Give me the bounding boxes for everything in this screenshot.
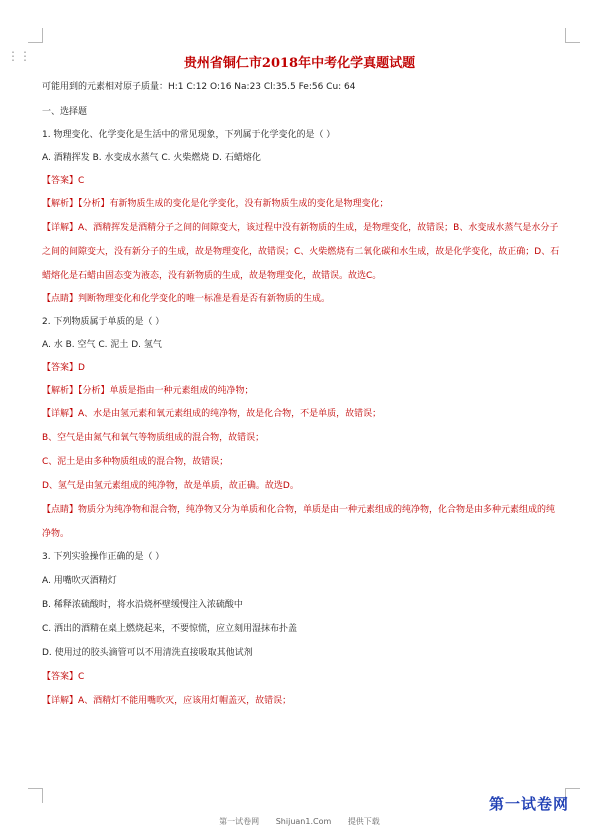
- question-1-stem: 1. 物理变化、化学变化是生活中的常见现象，下列属于化学变化的是（ ）: [42, 130, 336, 140]
- question-1-analysis: 【解析】【分析】有新物质生成的变化是化学变化，没有新物质生成的变化是物理变化；: [42, 199, 389, 209]
- document-body: [42, 82, 562, 707]
- document-title: 贵州省铜仁市2018年中考化学真题试题: [183, 56, 416, 71]
- question-2-answer: 【答案】D: [42, 363, 85, 373]
- question-1-options: A. 酒精挥发 B. 水变成水蒸气 C. 火柴燃烧 D. 石蜡熔化: [42, 153, 261, 163]
- question-3-option-b: B. 稀释浓硫酸时，将水沿烧杯壁缓慢注入浓硫酸中: [42, 600, 243, 610]
- footer-download-text: 提供下载: [347, 817, 380, 826]
- question-2-detail-a: 【详解】A、水是由氢元素和氧元素组成的纯净物，故是化合物，不是单质，故错误；: [42, 409, 382, 419]
- question-2-detail-c: C、泥土是由多种物质组成的混合物，故错误；: [42, 457, 229, 467]
- question-2-detail-d: D、氢气是由氢元素组成的纯净物，故是单质，故正确。故选D。: [42, 481, 299, 491]
- question-1-tip: 【点睛】判断物理变化和化学变化的唯一标准是看是否有新物质的生成。: [42, 294, 331, 304]
- question-3-stem: 3. 下列实验操作正确的是（ ）: [42, 552, 165, 562]
- question-2-options: A. 水 B. 空气 C. 泥土 D. 氢气: [42, 340, 162, 350]
- question-2-tip: 【点睛】物质分为纯净物和混合物，纯净物又分为单质和化合物，单质是由一种元素组成的纯净物，化合物是由多种元素组成的纯净物。: [42, 505, 556, 539]
- question-3-option-c: C. 洒出的酒精在桌上燃烧起来，不要惊慌，应立刻用湿抹布扑盖: [42, 624, 298, 634]
- question-2-detail-b: B、空气是由氮气和氧气等物质组成的混合物，故错误；: [42, 433, 265, 443]
- footer-site-url[interactable]: Shijuan1.Com: [275, 817, 332, 826]
- question-3-option-a: A. 用嘴吹灭酒精灯: [42, 576, 117, 586]
- question-1-answer: 【答案】C: [42, 176, 85, 186]
- section-heading: 一、选择题: [42, 107, 88, 117]
- drag-handle-icon[interactable]: ⋮⋮: [7, 49, 31, 63]
- atomic-masses-line: 可能用到的元素相对原子质量：H:1 C:12 O:16 Na:23 Cl:35.5 Fe:56 Cu: 64: [42, 82, 356, 92]
- page-corner-mark-top-left: [28, 28, 43, 43]
- question-1-detail: 【详解】A、酒精挥发是酒精分子之间的间隙变大，该过程中没有新物质的生成，是物理变化，故错误；B、水变成水蒸气是水分子之间的间隙变大，没有新分子的生成，故是物理变化，故错误；C、火柴燃烧有二氧化碳和水生成，故是化学变化，故正确；D、石蜡熔化是石蜡由固态变为液态，没有新物质的生成，故是物理变化，故错误。故选C。: [42, 223, 560, 281]
- question-3-answer: 【答案】C: [42, 672, 85, 682]
- page-corner-mark-bottom-left: [28, 788, 43, 803]
- question-2-stem: 2. 下列物质属于单质的是（ ）: [42, 317, 165, 327]
- page-footer: [0, 816, 599, 827]
- question-2-analysis: 【解析】【分析】单质是指由一种元素组成的纯净物；: [42, 386, 254, 396]
- footer-site-name: 第一试卷网: [219, 817, 260, 826]
- question-3-option-d: D. 使用过的胶头滴管可以不用清洗直接吸取其他试剂: [42, 648, 253, 658]
- site-logo: 第一试卷网: [489, 795, 570, 813]
- question-3-detail: 【详解】A、酒精灯不能用嘴吹灭，应该用灯帽盖灭，故错误；: [42, 696, 292, 706]
- page-corner-mark-top-right: [565, 28, 580, 43]
